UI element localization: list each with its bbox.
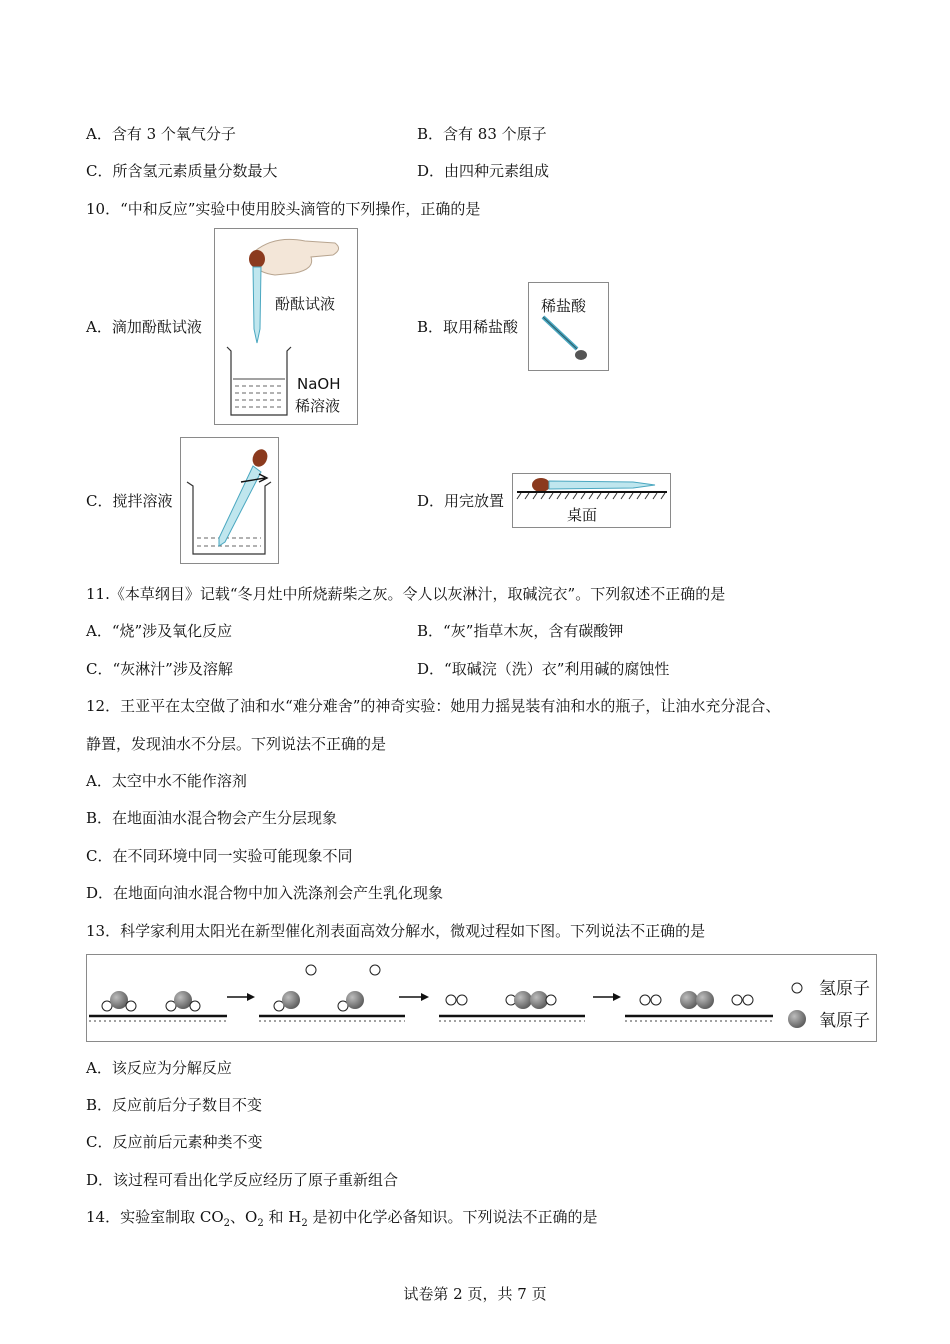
legend-hydrogen-label: 氢原子 [819,979,870,999]
q10-option-d: D．用完放置 [417,492,505,510]
q10-option-b: B．取用稀盐酸 [417,318,519,336]
q11-option-d: D．“取碱浣（洗）衣”利用碱的腐蚀性 [417,660,670,678]
q10-fig-d-label: 桌面 [567,506,598,524]
q13-option-b: B．反应前后分子数目不变 [86,1096,263,1114]
q10-fig-a-label-indicator: 酚酞试液 [275,295,336,313]
q9-option-d: D．由四种元素组成 [417,162,550,180]
q10-figure-c-stirring [180,437,279,564]
q14-stem-part4: 是初中化学必备知识。下列说法不正确的是 [307,1208,598,1226]
q10-option-a: A．滴加酚酞试液 [86,318,202,336]
q14-stem-part3: 和 H [263,1208,302,1226]
q10-fig-b-label: 稀盐酸 [541,297,587,315]
q11-stem: 11.《本草纲目》记载“冬月灶中所烧薪柴之灰。令人以灰淋汁，取碱浣衣”。下列叙述不正确的是 [86,585,726,603]
q12-stem-line2: 静置，发现油水不分层。下列说法不正确的是 [86,735,387,753]
q10-fig-a-label-solution: 稀溶液 [295,397,341,415]
q14-sub-o2: 2 [257,1218,264,1229]
q9-option-c: C．所含氢元素质量分数最大 [86,162,278,180]
q14-stem-part1: 14．实验室制取 CO [86,1208,224,1226]
q10-figure-b-dropper-upside [528,282,609,371]
q11-option-c: C．“灰淋汁”涉及溶解 [86,660,233,678]
q12-option-c: C．在不同环境中同一实验可能现象不同 [86,847,353,865]
legend-oxygen-icon [788,1010,806,1028]
q14-stem [86,1207,597,1234]
legend-hydrogen-icon [792,983,802,993]
q13-option-a: A．该反应为分解反应 [86,1059,232,1077]
q14-stem-part2: 、O [230,1208,258,1226]
q12-option-b: B．在地面油水混合物会产生分层现象 [86,809,338,827]
q14-sub-co2: 2 [223,1218,231,1229]
q13-option-d: D．该过程可看出化学反应经历了原子重新组合 [86,1171,399,1189]
q11-option-a: A．“烧”涉及氧化反应 [86,622,233,640]
q10-figure-a-dropper-beaker [214,228,358,425]
q14-sub-h2: 2 [301,1218,308,1229]
q10-fig-a-label-naoh: NaOH [297,375,341,393]
q10-option-c: C．搅拌溶液 [86,492,173,510]
q9-option-a: A．含有 3 个氧气分子 [86,125,236,143]
q13-stem: 13．科学家利用太阳光在新型催化剂表面高效分解水，微观过程如下图。下列说法不正确的是 [86,922,706,940]
q13-option-c: C．反应前后元素种类不变 [86,1133,263,1151]
q12-option-d: D．在地面向油水混合物中加入洗涤剂会产生乳化现象 [86,884,444,902]
q12-option-a: A．太空中水不能作溶剂 [86,772,247,790]
q11-option-b: B．“灰”指草木灰，含有碳酸钾 [417,622,624,640]
q10-stem: 10．“中和反应”实验中使用胶头滴管的下列操作，正确的是 [86,200,481,218]
q9-option-b: B．含有 83 个原子 [417,125,547,143]
q13-figure-water-splitting [86,954,877,1042]
q12-stem-line1: 12．王亚平在太空做了油和水“难分难舍”的神奇实验：她用力摇晃装有油和水的瓶子，让油水充分混合、 [86,697,781,715]
legend-oxygen-label: 氧原子 [819,1011,870,1031]
q10-figure-d-on-table [512,473,671,528]
page-footer: 试卷第 2 页，共 7 页 [403,1285,547,1303]
